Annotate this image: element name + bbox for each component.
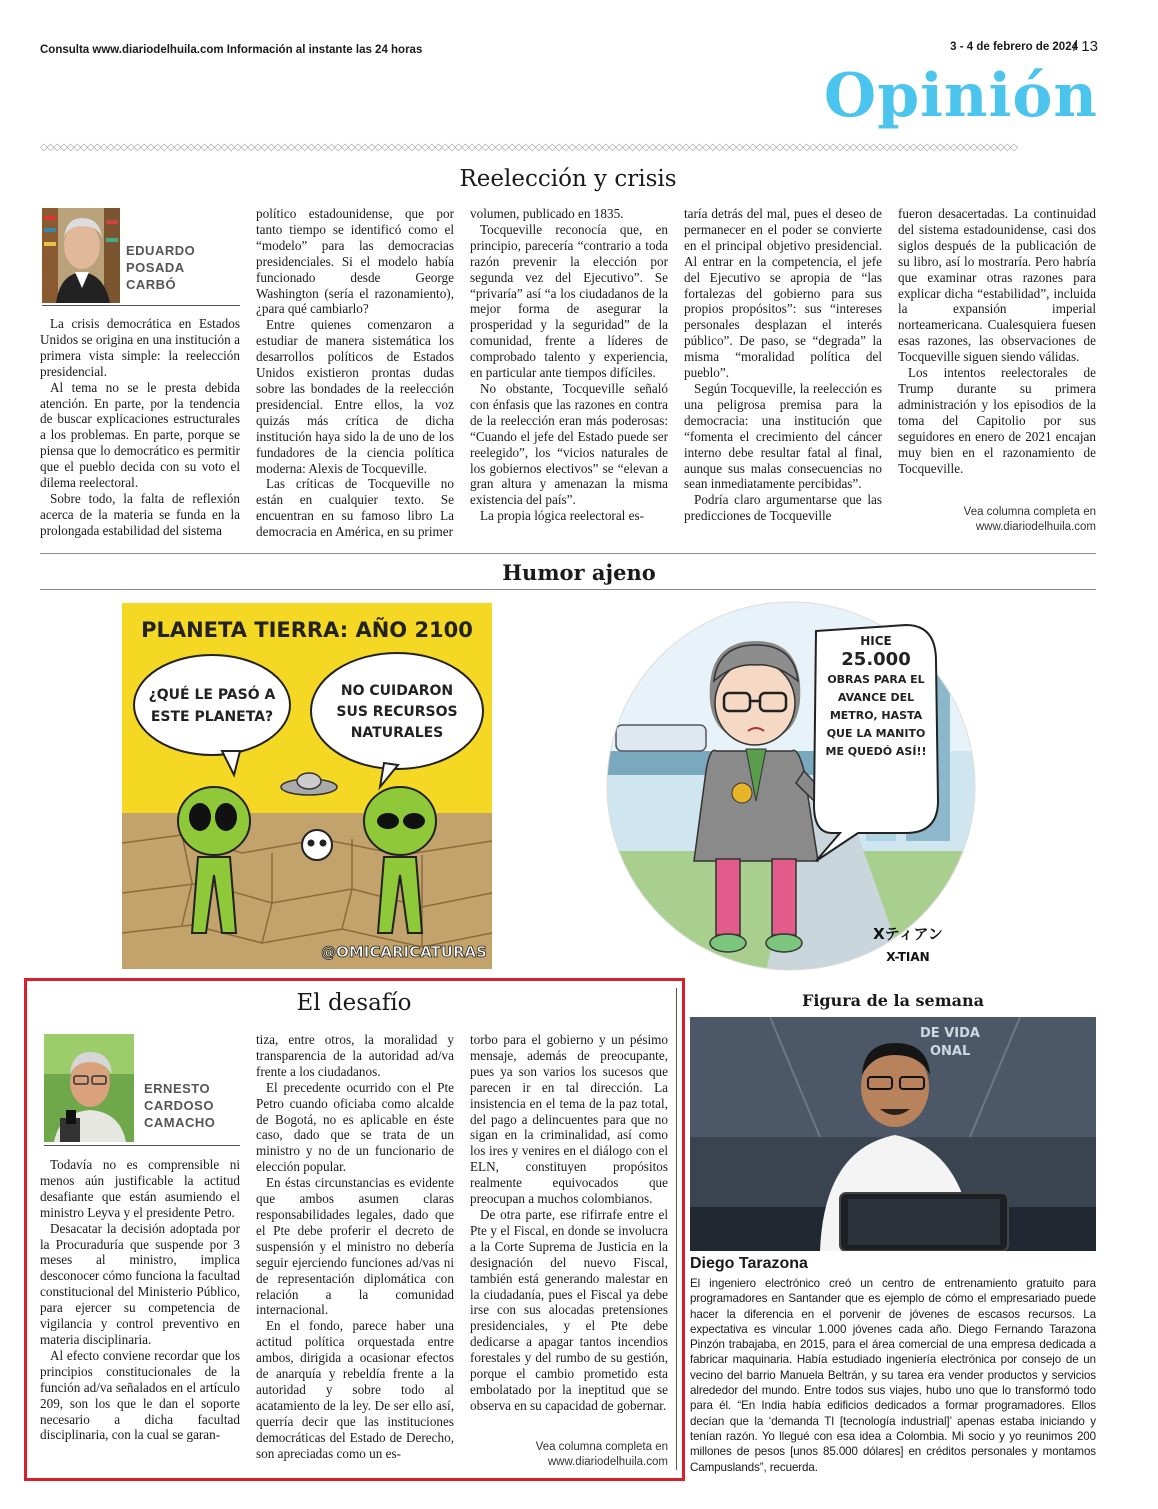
cartoon-banner: PLANETA TIERRA: AÑO 2100 xyxy=(141,618,473,642)
article2-column-3: torbo para el gobierno y un pésimo mensaje, además de preocupante, pues ya son varios los sucesos que parecen ir en tal dirección. La insistencia en el tema de la paz total, del pago a delincuentes para que no sigan en la criminalidad, así como los ires y venires en el diálogo con el ELN, constituyen propósitos realmente equivocados que preocupan a muchos colombianos. De otra parte, ese rifirrafe entre el Pte y el Fiscal, en donde se involucra a la Corte Suprema de Justicia en la designación del nuevo Fiscal, también está generando malestar en la ciudadanía, pues el Fiscal ya debe irse con sus alocadas pretensiones presidenciales, y el Pte debe dedicarse a apagar tantos incendios forestales y del rumbo de su gestión, porque el cambio prometido esta embolatado por la ineptitud que se observa en su capacidad de gobernar. xyxy=(470,1032,668,1413)
figure-name: Diego Tarazona xyxy=(690,1255,808,1272)
figure-title: Figura de la semana xyxy=(801,991,985,1010)
article2-title: El desafío xyxy=(296,990,412,1016)
humor-rule xyxy=(40,589,1096,590)
cartoon-bubble-right-3: NATURALES xyxy=(350,725,444,741)
article2-author xyxy=(44,1034,242,1144)
humor-title: Humor ajeno xyxy=(502,560,656,585)
figure-photo xyxy=(690,1017,1096,1251)
cartoon-credit: @OMICARICATURAS xyxy=(321,943,487,961)
diamond-divider: ◇◇◇◇◇◇◇◇◇◇◇◇◇◇◇◇◇◇◇◇◇◇◇◇◇◇◇◇◇◇◇◇◇◇◇◇◇◇◇◇◇◇◇◇◇◇◇◇◇◇◇◇◇◇◇◇◇◇◇◇◇◇◇◇◇◇◇◇◇◇◇◇◇◇◇◇◇◇◇◇◇◇◇◇◇◇◇◇◇◇◇◇◇◇◇◇◇◇◇◇◇◇◇◇◇◇◇◇◇◇◇◇◇◇◇◇◇◇◇◇◇◇◇◇◇◇◇◇◇◇◇◇◇◇◇◇◇◇◇◇◇◇◇◇◇◇ xyxy=(40,142,1017,153)
cartoon2-bubble-1: HICE xyxy=(860,634,892,648)
article2-column-2: tiza, entre otros, la moralidad y transparencia de la autoridad ad/va frente a los ciudadanos. El precedente ocurrido con el Pte Petro cuando oficiaba como alcalde de Bogotá, no es aplicable en éste caso, dado que se trata de un ministro y no de un funcionario de elección popular. En éstas circunstancias es evidente que ambos asumen claras responsabilidades legales, dado que el Pte debe proferir el decreto de suspensión y el ministro no debería seguir ejerciendo funciones ad/vas ni de representación diplomática con relación a la comunidad internacional. En el fondo, parece haber una actitud política orquestada entre ambos, dirigida a ocasionar efectos de anarquía y rebeldía frente a la autoridad y sobre todo al acatamiento de la ley. De ser ello así, querría decir que las instituciones democráticas del Estado de Derecho, son apreciadas como un es- xyxy=(256,1032,454,1461)
article1-column-2: político estadounidense, que por tanto tiempo se identificó como el “modelo” para las democracias presidenciales. Si el modelo había funcionado desde George Washington (sería el razonamiento), ¿para qué cambiarlo? Entre quienes comenzaron a estudiar de manera sistemática los desarrollos políticos de Estados Unidos existieron prontas dudas sobre las bondades de la reelección presidencial. Entre ellos, la voz quizás más crítica de dicha institución haya sido la de uno de los fundadores de la ciencia política moderna: Alexis de Tocqueville. Las críticas de Tocqueville no están en cualquier texto. Se encuentran en su famoso libro La democracia en América, en su primer xyxy=(256,206,454,540)
article1-column-4: taría detrás del mal, pues el deseo de permanecer en el poder se convierte en el principal objetivo presidencial. Al entrar en la competencia, el jefe del Ejecutivo se apropia de “las fortalezas del gobierno para sus propios propósitos”: sus “intereses personales desplazan el interés público”. De paso, se “degrada” la misma “moralidad política del pueblo”. Según Tocqueville, la reelección es una peligrosa premisa para la democracia: una institución que “fomenta el crecimiento del cáncer interno debe resultar fatal al final, aunque sus malas consecuencias no sean inmediatamente percibidas”. Podría claro argumentarse que las predicciones de Tocqueville xyxy=(684,206,882,524)
cartoon2-bubble-2: 25.000 xyxy=(841,649,911,670)
author-name: EDUARDO POSADA CARBÓ xyxy=(126,243,196,292)
article1-column-3: volumen, publicado en 1835. Tocqueville reconocía que, en principio, parecería “contrario a toda razón prevenir la elección por segunda vez del Ejecutivo”. Se “privaría” así “a los ciudadanos de la mejor forma de asegurar la prosperidad y la seguridad” de la comunidad, frente a líderes de comprobado talento y experiencia, en particular ante tiempos difíciles. No obstante, Tocqueville señaló con énfasis que las razones en contra de la reelección eran más poderosas: “Cuando el jefe del Estado puede ser reelegido”, los “vicios naturales de los gobiernos electivos” se “elevan a gran altura y amenazan la misma existencia del país”. La propia lógica reelectoral es- xyxy=(470,206,668,524)
article1-title: Reelección y crisis xyxy=(459,166,677,192)
cartoon2-bubble-7: ME QUEDÓ ASÍ!! xyxy=(825,745,927,758)
cartoon2-bubble-3: OBRAS PARA EL xyxy=(827,673,925,686)
cartoon2-bubble-6: QUE LA MANITO xyxy=(826,727,926,740)
cartoon2-bubble-5: METRO, HASTA xyxy=(829,709,923,722)
column-separator xyxy=(676,988,677,1470)
cartoon-planet xyxy=(122,603,492,969)
author-photo xyxy=(44,1034,134,1142)
cartoon-bubble-right-2: SUS RECURSOS xyxy=(336,704,458,720)
article2-column-1: Todavía no es comprensible ni menos aún justificable la actitud desafiante que están asumiendo el ministro Leyva y el presidente Petro. Desacatar la decisión adoptada por la Procuraduría que suspende por 3 meses al ministro, implica desconocer cómo funciona la facultad constitucional del Ministerio Público, para ejercer su competencia de vigilancia y control preventivo en materia disciplinaria. Al efecto conviene recordar que los principios constitucionales de la función ad/va señalados en el artículo 209, son los que le dan el soporte necesario a dicha facultad disciplinaria, con la cual se garan- xyxy=(40,1157,240,1443)
cartoon-bubble-right-1: NO CUIDARON xyxy=(340,683,454,699)
author-photo xyxy=(42,208,120,303)
section-title: Opinión xyxy=(823,61,1098,131)
cartoon2-bubble-4: AVANCE DEL xyxy=(837,691,915,704)
author-rule xyxy=(42,305,240,306)
cartoon-bubble-left-2: ESTE PLANETA? xyxy=(150,709,274,725)
article2-see-more[interactable]: Vea columna completa en www.diariodelhuila.com xyxy=(535,1441,668,1468)
section-rule xyxy=(40,553,1096,554)
author-name: ERNESTO CARDOSO CAMACHO xyxy=(144,1081,216,1130)
article1-column-1: La crisis democrática en Estados Unidos se origina en una institución a primera vista simple: la reelección presidencial. Al tema no se le presta debida atención. En parte, por la tendencia de buscar explicaciones estructurales a los problemas. En parte, porque se piensa que lo democrático es permitir que el pueblo decida con su voto el dilema reelectoral. Sobre todo, la falta de reflexión acerca de la materia se funda en la prolongada estabilidad del sistema xyxy=(40,316,240,538)
cartoon-bubble-left-1: ¿QUÉ LE PASÓ A xyxy=(148,687,276,703)
photo-sign-1: DE VIDA xyxy=(920,1026,980,1041)
page-number: / 13 xyxy=(1072,38,1098,55)
header-tagline: Consulta www.diariodelhuila.com Información al instante las 24 horas xyxy=(40,44,423,56)
article1-see-more[interactable]: Vea columna completa en www.diariodelhuila.com xyxy=(963,506,1096,533)
article1-author xyxy=(42,208,242,308)
cartoon-metro xyxy=(606,601,976,971)
header-date: 3 - 4 de febrero de 2024 xyxy=(950,41,1078,53)
article1-column-5: fueron desacertadas. La continuidad del sistema estadounidense, casi dos siglos después de la publicación de su libro, así lo mostraría. Pero habría que examinar otras razones para explicar dicha “estabilidad”, incluida la expansión imperial norteamericana. Cualesquiera fuesen esas razones, las observaciones de Tocqueville siguen siendo válidas. Los intentos reelectorales de Trump durante su primera administración y los episodios de la toma del Capitolio por sus seguidores en enero de 2021 encajan muy bien en el razonamiento de Tocqueville. xyxy=(898,206,1096,476)
cartoon2-credit: X-TIAN xyxy=(886,950,930,964)
cartoon2-signature: Xティアン xyxy=(873,925,943,943)
figure-text: El ingeniero electrónico creó un centro de entrenamiento gratuito para programadores en Santander que es ejemplo de cómo el empresariado puede hacer la diferencia en el porvenir de jóvenes de escasos recursos. La expectativa es vincular 1.000 jóvenes cada año. Diego Fernando Tarazona Pinzón trabajaba, en 2015, para el área comercial de una empresa dedicada a fabricar maquinaria. Había estudiado ingeniería electrónica por consejo de un vecino del barrio Manuela Beltrán, y su tarea era vender productos y servicios alrededor del mundo. Entre todos sus viajes, hubo uno que lo transformó todo para él. “En India había edificios dedicados a formar programadores. Ellos decían que la ‘demanda TI [tecnología industrial]’ apenas estaba iniciando y tenían razón. Yo llegué con esa idea a Colombia. Mi socio y yo reunimos 200 millones de pesos [unos 85.000 dólares] en créditos personales y montamos Campuslands”, recuerda. xyxy=(690,1277,1096,1474)
photo-sign-2: ONAL xyxy=(930,1044,971,1059)
author-rule xyxy=(44,1145,240,1146)
